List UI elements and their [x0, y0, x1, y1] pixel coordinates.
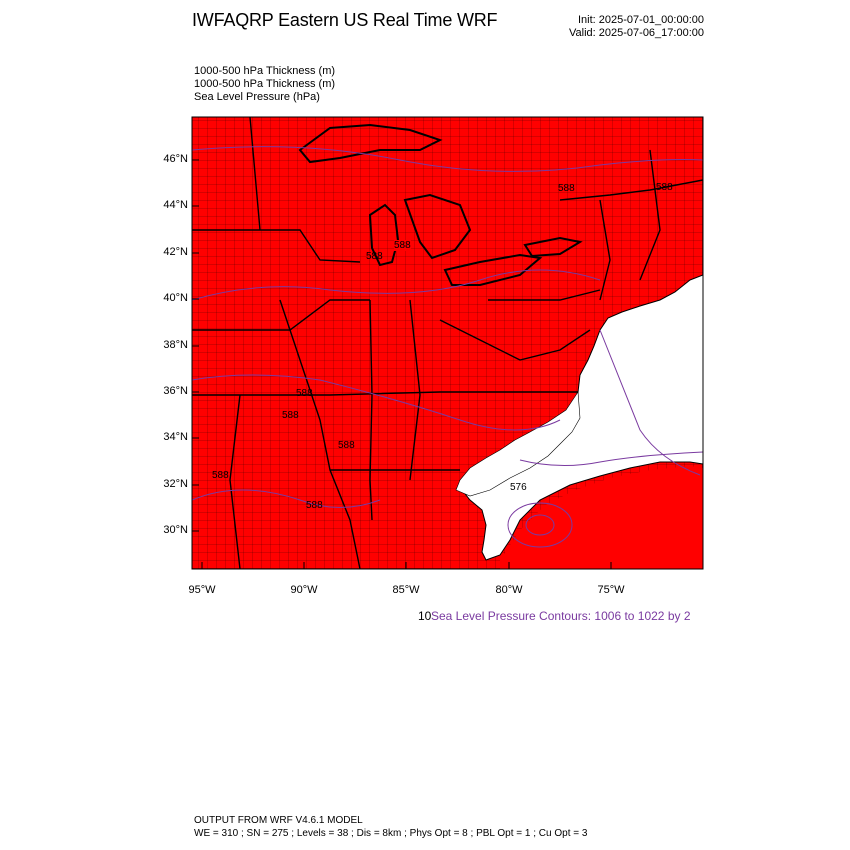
page-title: IWFAQRP Eastern US Real Time WRF: [192, 10, 498, 30]
lat-label: 46°N: [163, 153, 188, 165]
init-time: Init: 2025-07-01_00:00:00: [578, 14, 704, 26]
lon-label: 95°W: [188, 584, 216, 596]
contour-info: Sea Level Pressure Contours: 1006 to 1022 by 2: [431, 609, 691, 623]
contour-label: 588: [282, 410, 299, 421]
valid-time: Valid: 2025-07-06_17:00:00: [569, 27, 704, 39]
field-label-slp: Sea Level Pressure (hPa): [194, 91, 320, 103]
field-label-thickness-2: 1000-500 hPa Thickness (m): [194, 78, 336, 90]
lat-label: 42°N: [163, 246, 188, 258]
contour-label: 576: [510, 482, 527, 493]
contour-label: 588: [656, 182, 673, 193]
lat-label: 40°N: [163, 292, 188, 304]
lat-label: 34°N: [163, 431, 188, 443]
contour-label: 588: [394, 240, 411, 251]
lat-label: 38°N: [163, 339, 188, 351]
lat-label: 36°N: [163, 385, 188, 397]
lat-label: 30°N: [163, 524, 188, 536]
contour-label: 588: [366, 251, 383, 262]
contour-label: 588: [296, 388, 313, 399]
lat-label: 44°N: [163, 199, 188, 211]
contour-label: 588: [338, 440, 355, 451]
lon-label: 90°W: [290, 584, 318, 596]
contour-label: 588: [558, 183, 575, 194]
contour-label: 588: [212, 470, 229, 481]
contour-label: 588: [306, 500, 323, 511]
lon-label: 85°W: [392, 584, 420, 596]
lat-label: 32°N: [163, 478, 188, 490]
footer-model: OUTPUT FROM WRF V4.6.1 MODEL: [194, 815, 363, 826]
lon-label: 75°W: [597, 584, 625, 596]
contour-prefix: 10: [418, 609, 432, 623]
lon-label: 80°W: [495, 584, 523, 596]
field-label-thickness-1: 1000-500 hPa Thickness (m): [194, 65, 336, 77]
footer-config: WE = 310 ; SN = 275 ; Levels = 38 ; Dis = 8km ; Phys Opt = 8 ; PBL Opt = 1 ; Cu Opt = 3: [194, 828, 588, 839]
